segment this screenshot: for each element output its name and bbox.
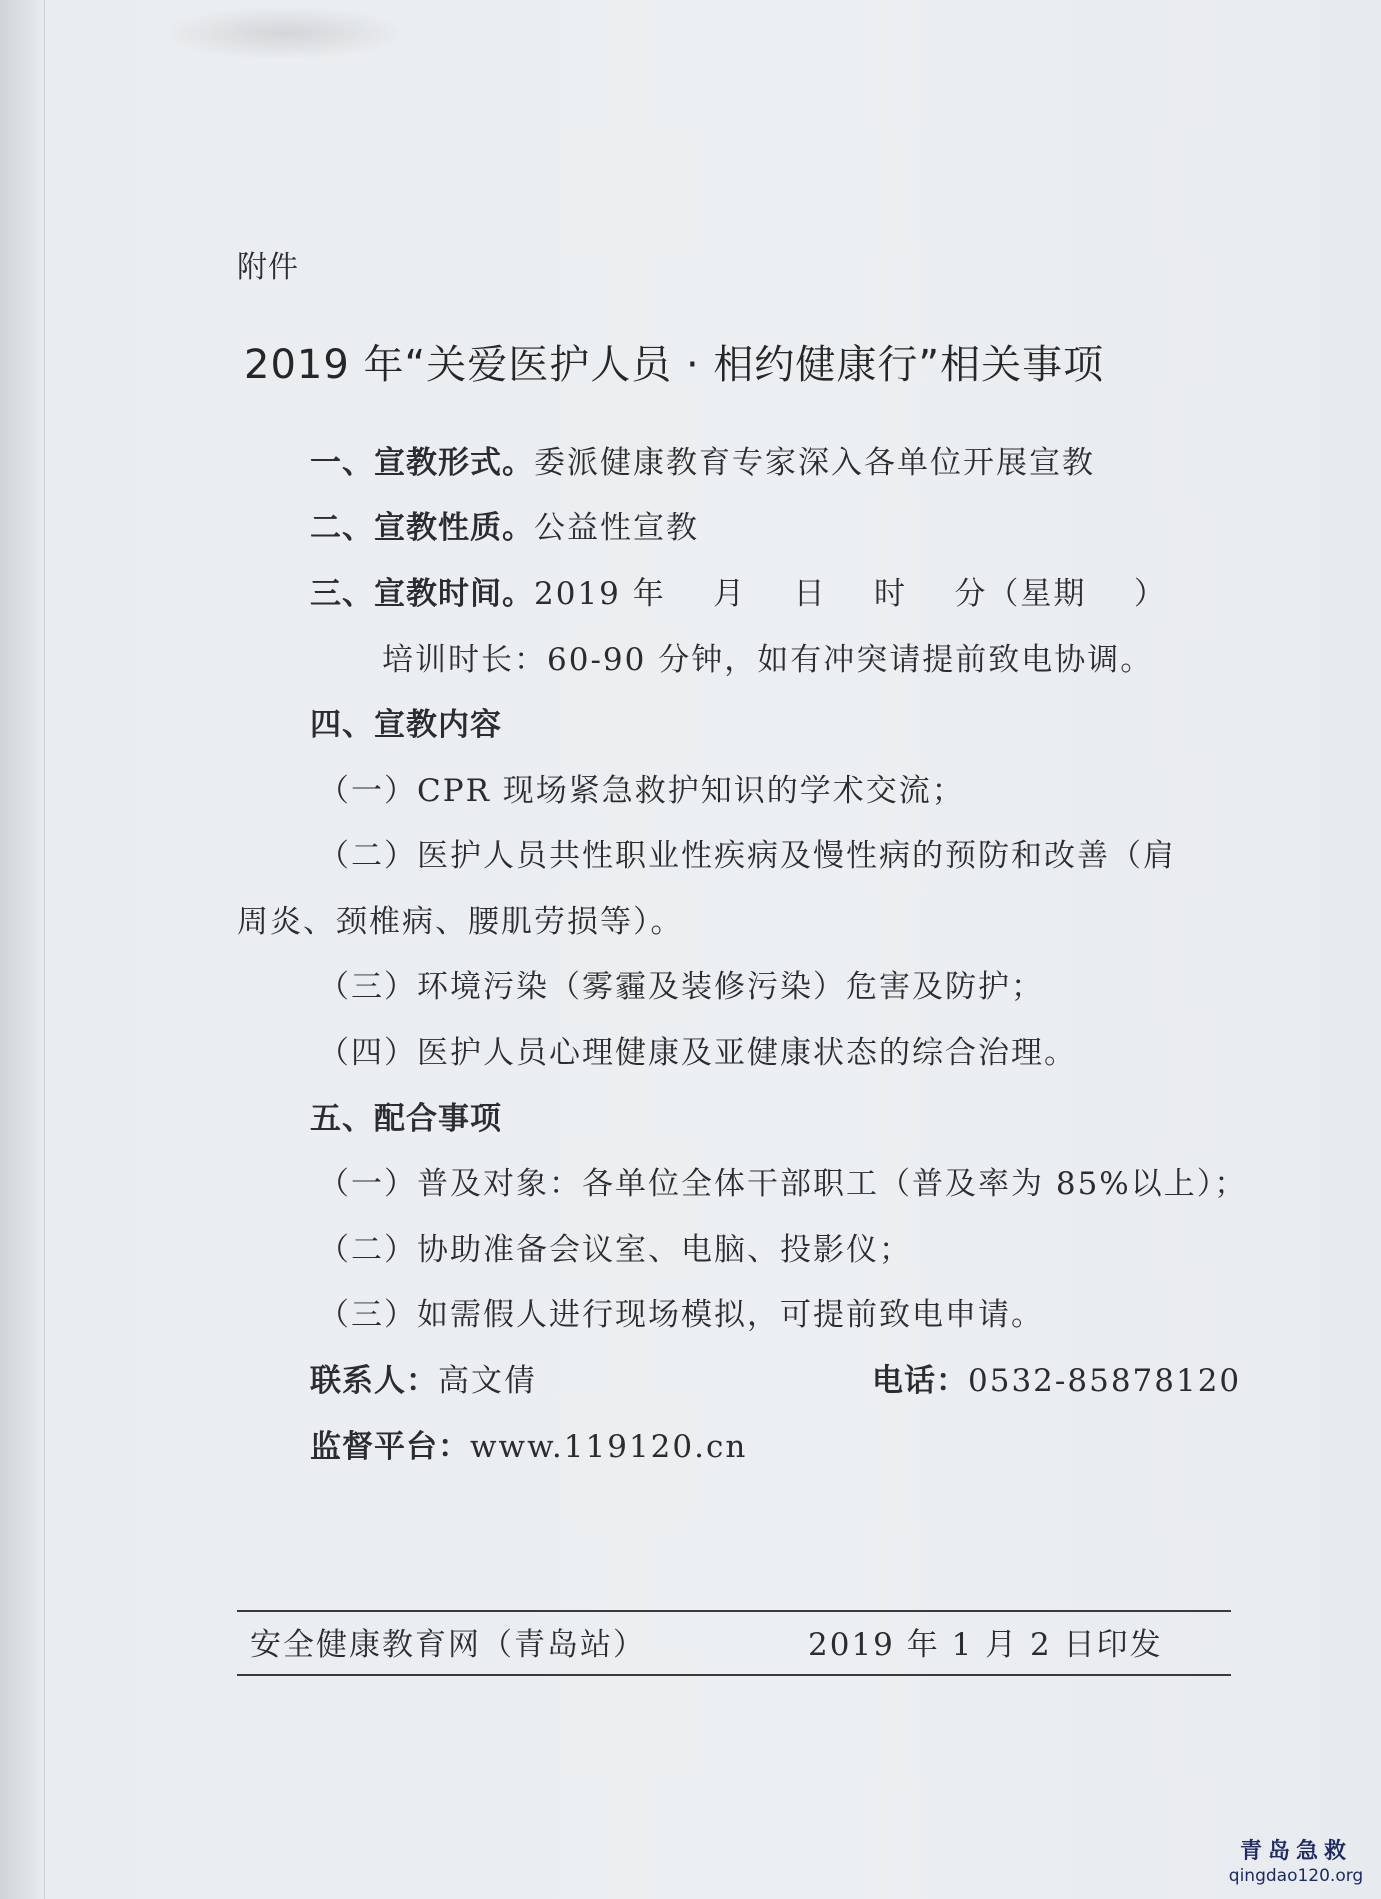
section-2 <box>310 508 699 548</box>
section-3-text: 2019 年 月 日 时 分（星期 ） <box>534 576 1167 612</box>
coop-item-2: （二）协助准备会议室、电脑、投影仪； <box>318 1232 912 1268</box>
content-item-2-cont: 周炎、颈椎病、腰肌劳损等）。 <box>237 904 684 940</box>
document-title: 2019 年“关爱医护人员 · 相约健康行”相关事项 <box>244 342 1105 388</box>
content-item-1: （一）CPR 现场紧急救护知识的学术交流； <box>318 773 965 809</box>
platform-url: www.119120.cn <box>470 1429 748 1465</box>
footer-issuer: 安全健康教育网（青岛站） <box>250 1627 646 1663</box>
content-item-2: （二）医护人员共性职业性疾病及慢性病的预防和改善（肩 <box>318 838 1176 874</box>
scan-edge-shadow <box>0 0 46 1899</box>
contact-phone <box>872 1361 1241 1401</box>
watermark-name: 青岛急救 <box>1239 1838 1352 1864</box>
scan-smudge <box>170 8 400 58</box>
section-5-heading: 五、配合事项 <box>310 1101 502 1137</box>
section-1-heading: 一、宣教形式。 <box>310 445 534 481</box>
scan-edge-line <box>44 0 45 1899</box>
contact-person <box>310 1361 537 1401</box>
coop-item-3: （三）如需假人进行现场模拟，可提前致电申请。 <box>318 1297 1044 1333</box>
section-1-text: 委派健康教育专家深入各单位开展宣教 <box>534 445 1095 481</box>
content-item-4: （四）医护人员心理健康及亚健康状态的综合治理。 <box>318 1035 1077 1071</box>
footer-issue-date: 2019 年 1 月 2 日印发 <box>808 1627 1163 1663</box>
section-1 <box>310 443 1095 483</box>
coop-item-1: （一）普及对象：各单位全体干部职工（普及率为 85%以上）； <box>318 1166 1248 1202</box>
section-3-heading: 三、宣教时间。 <box>310 576 534 612</box>
section-3 <box>310 574 1167 614</box>
platform-label: 监督平台： <box>310 1429 470 1465</box>
watermark-domain: qingdao120.org <box>1228 1866 1364 1886</box>
section-2-text: 公益性宣教 <box>534 510 699 546</box>
site-watermark <box>1226 1837 1366 1887</box>
footer-bottom-rule <box>237 1674 1231 1676</box>
attachment-label: 附件 <box>237 250 299 285</box>
contact-phone-label: 电话： <box>872 1363 968 1399</box>
contact-person-name: 高文倩 <box>438 1363 537 1399</box>
supervision-platform <box>310 1427 747 1467</box>
footer-top-rule <box>237 1610 1231 1612</box>
contact-person-label: 联系人： <box>310 1363 438 1399</box>
section-4-heading: 四、宣教内容 <box>310 707 502 743</box>
section-2-heading: 二、宣教性质。 <box>310 510 534 546</box>
contact-phone-number: 0532-85878120 <box>968 1363 1242 1399</box>
training-duration: 培训时长：60-90 分钟，如有冲突请提前致电协调。 <box>382 642 1154 678</box>
content-item-3: （三）环境污染（雾霾及装修污染）危害及防护； <box>318 969 1044 1005</box>
